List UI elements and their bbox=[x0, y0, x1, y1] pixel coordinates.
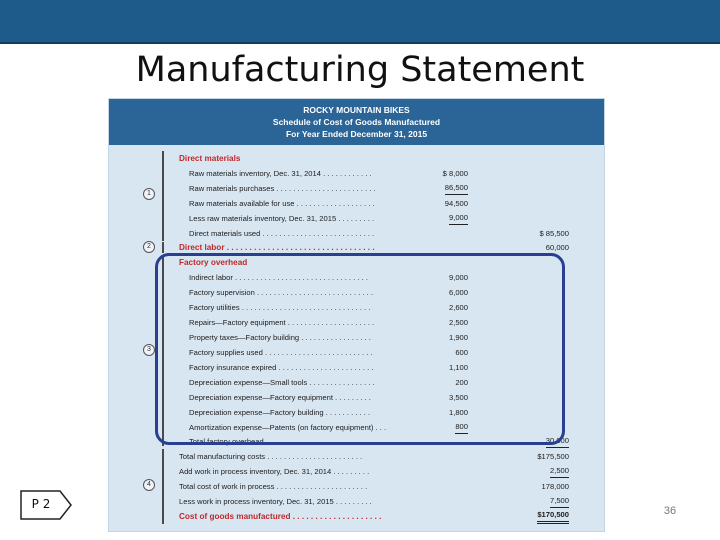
row-cost-of-goods-manufactured: Cost of goods manufactured . . . . . . . . . . . . . . . . . . . . $170,500 bbox=[109, 509, 606, 524]
step-marker-4: 4 bbox=[143, 479, 155, 491]
row-less-work-in-process-2015: Less work in process inventory, Dec. 31, 2015 . . . . . . . . . 7,500 bbox=[179, 496, 569, 506]
page-number: 36 bbox=[663, 505, 677, 517]
row-total-manufacturing-costs: Total manufacturing costs . . . . . . . . . . . . . . . . . . . . . . . $175,500 bbox=[179, 452, 569, 461]
row-factory-utilities: Factory utilities . . . . . . . . . . . . . . . . . . . . . . . . . . . . . . . 2,600 bbox=[189, 303, 468, 312]
row-repairs-factory-equipment: Repairs—Factory equipment . . . . . . . . . . . . . . . . . . . . . 2,500 bbox=[189, 318, 468, 327]
row-direct-labor: Direct labor . . . . . . . . . . . . . . . . . . . . . . . . . . . . . . . . . 60,000 bbox=[179, 243, 569, 252]
row-factory-supervision: Factory supervision . . . . . . . . . . . . . . . . . . . . . . . . . . . . 6,000 bbox=[189, 288, 468, 297]
row-total-cost-work-in-process: Total cost of work in process . . . . . . . . . . . . . . . . . . . . . . 178,000 bbox=[179, 482, 569, 491]
row-direct-materials-used: Direct materials used . . . . . . . . . . . . . . . . . . . . . . . . . . . $ 85,500 bbox=[189, 229, 569, 238]
row-indirect-labor: Indirect labor . . . . . . . . . . . . . . . . . . . . . . . . . . . . . . . . 9,000 bbox=[189, 273, 468, 282]
step-marker-1: 1 bbox=[143, 188, 155, 200]
schedule-period: For Year Ended December 31, 2015 bbox=[285, 129, 428, 139]
row-amortization-patents: Amortization expense—Patents (on factory equipment) . . . 800 bbox=[189, 422, 468, 432]
company-name: ROCKY MOUNTAIN BIKES bbox=[303, 105, 410, 115]
factory-overhead-highlight bbox=[155, 253, 565, 445]
row-raw-materials-purchases: Raw materials purchases . . . . . . . . . . . . . . . . . . . . . . . . 86,500 bbox=[189, 183, 468, 193]
schedule-header bbox=[109, 99, 604, 145]
step-marker-3: 3 bbox=[143, 344, 155, 356]
row-raw-materials-inventory-2014: Raw materials inventory, Dec. 31, 2014 . . . . . . . . . . . . $ 8,000 bbox=[189, 169, 468, 178]
row-depreciation-factory-building: Depreciation expense—Factory building . . . . . . . . . . . 1,800 bbox=[189, 408, 468, 417]
row-factory-overhead: Factory overhead bbox=[179, 258, 248, 267]
row-direct-materials: Direct materials bbox=[179, 154, 241, 163]
row-depreciation-small-tools: Depreciation expense—Small tools . . . . . . . . . . . . . . . . 200 bbox=[189, 378, 468, 387]
slide-title: Manufacturing Statement bbox=[135, 50, 585, 90]
row-factory-supplies-used: Factory supplies used . . . . . . . . . . . . . . . . . . . . . . . . . . 600 bbox=[189, 348, 468, 357]
step-marker-2: 2 bbox=[143, 241, 155, 253]
row-property-taxes: Property taxes—Factory building . . . . . . . . . . . . . . . . . 1,900 bbox=[189, 333, 468, 342]
objective-badge bbox=[20, 490, 72, 520]
objective-badge-label: P 2 bbox=[31, 497, 51, 511]
schedule-subtitle: Schedule of Cost of Goods Manufactured bbox=[272, 117, 441, 127]
row-raw-materials-available: Raw materials available for use . . . . . . . . . . . . . . . . . . . 94,500 bbox=[189, 199, 468, 208]
row-add-work-in-process-2014: Add work in process inventory, Dec. 31, 2014 . . . . . . . . . 2,500 bbox=[179, 466, 569, 476]
top-bar bbox=[0, 0, 720, 44]
row-less-raw-materials-2015: Less raw materials inventory, Dec. 31, 2015 . . . . . . . . . 9,000 bbox=[189, 213, 468, 223]
row-factory-insurance-expired: Factory insurance expired . . . . . . . . . . . . . . . . . . . . . . . 1,100 bbox=[189, 363, 468, 372]
row-depreciation-factory-equipment: Depreciation expense—Factory equipment . . . . . . . . . 3,500 bbox=[189, 393, 468, 402]
row-total-factory-overhead: Total factory overhead . . . . . . . . . . . . . . . . . . . . . . . . . . 30,000 bbox=[189, 436, 569, 446]
